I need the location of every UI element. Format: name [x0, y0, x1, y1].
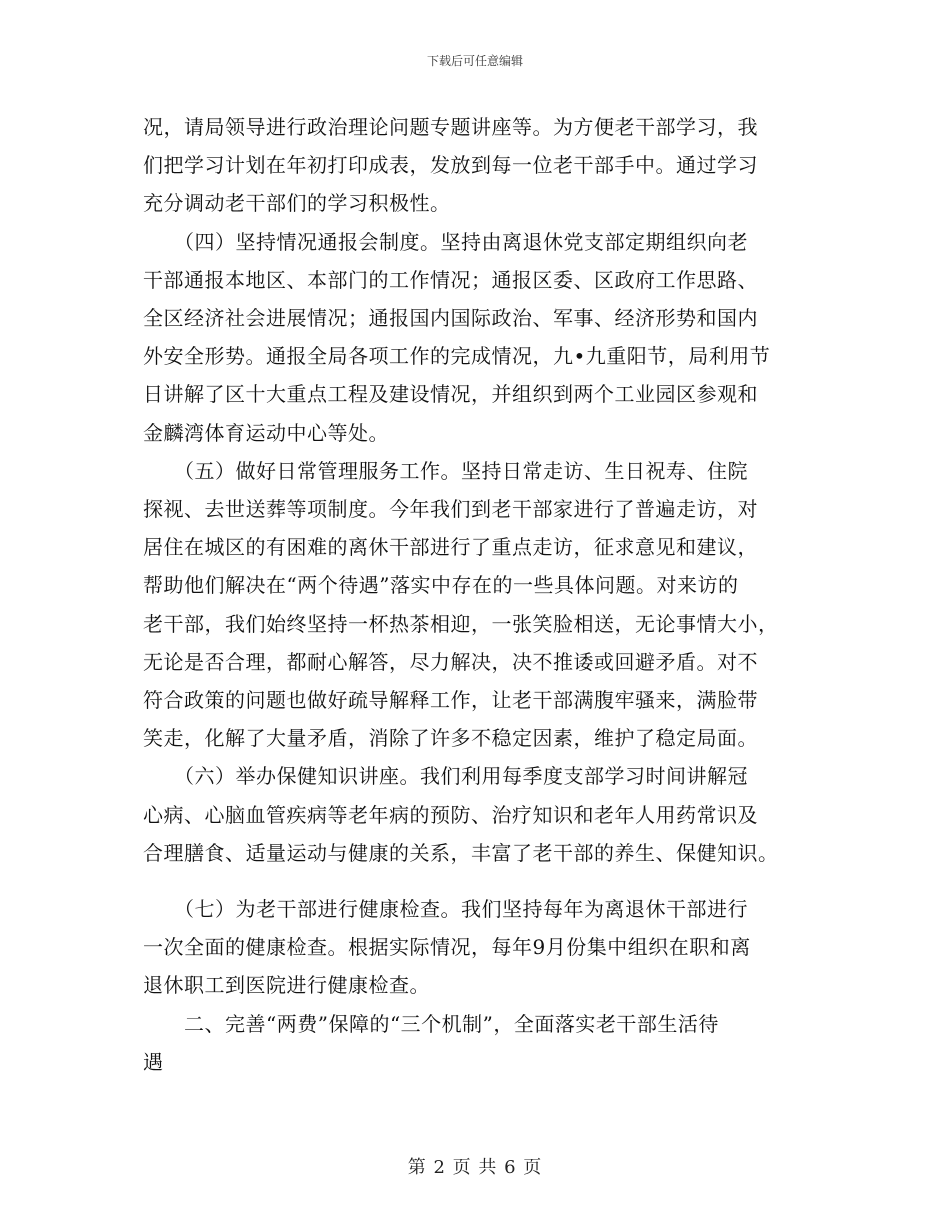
- paragraph-section-5: （五）做好日常管理服务工作。坚持日常走访、生日祝寿、住院 探视、去世送葬等项制度。今年我们到老干部家进行了普遍走访，对 居住在城区的有困难的离休干部进行了重点走访，征求意见和建议， 帮助他们解决在“两个待遇”落实中存在的一些具体问题。对来访的 老干部，我们始终坚持一杯热茶相迎，一张笑脸相送，无论事情大小， 无论是否合理，都耐心解答，尽力解决，决不推诿或回避矛盾。对不 符合政策的问题也做好疏导解释工作，让老干部满腹牢骚来，满脸带 笑走，化解了大量矛盾，消除了许多不稳定因素，维护了稳定局面。: [143, 458, 779, 751]
- paragraph-continuation: 况，请局领导进行政治理论问题专题讲座等。为方便老干部学习，我 们把学习计划在年初打印成表，发放到每一位老干部手中。通过学习 充分调动老干部们的学习积极性。: [143, 115, 758, 216]
- page-number: 第 2 页 共 6 页: [407, 1157, 543, 1178]
- paragraph-section-6: （六）举办保健知识讲座。我们利用每季度支部学习时间讲解冠 心病、心脑血管疾病等老年病的预防、治疗知识和老年人用药常识及 合理膳食、适量运动与健康的关系，丰富了老干部的养生、保健知识。: [143, 764, 779, 865]
- paragraph-section-7: （七）为老干部进行健康检查。我们坚持每年为离退休干部进行 一次全面的健康检查。根据实际情况，每年9月份集中组织在职和离 退休职工到医院进行健康检查。: [143, 897, 751, 998]
- page-header: 下载后可任意编辑: [426, 54, 523, 68]
- paragraph-section-4: （四）坚持情况通报会制度。坚持由离退休党支部定期组织向老 干部通报本地区、本部门的工作情况；通报区委、区政府工作思路、 全区经济社会进展情况；通报国内国际政治、军事、经济形势和国内 外安全形势。通报全局各项工作的完成情况，九•九重阳节，局利用节 日讲解了区十大重点工程及建设情况，并组织到两个工业园区参观和 金麟湾体育运动中心等处。: [143, 229, 771, 445]
- document-body: [143, 108, 823, 1081]
- paragraph-heading-2: 二、完善“两费”保障的“三个机制”，全面落实老干部生活待 遇: [143, 1011, 719, 1074]
